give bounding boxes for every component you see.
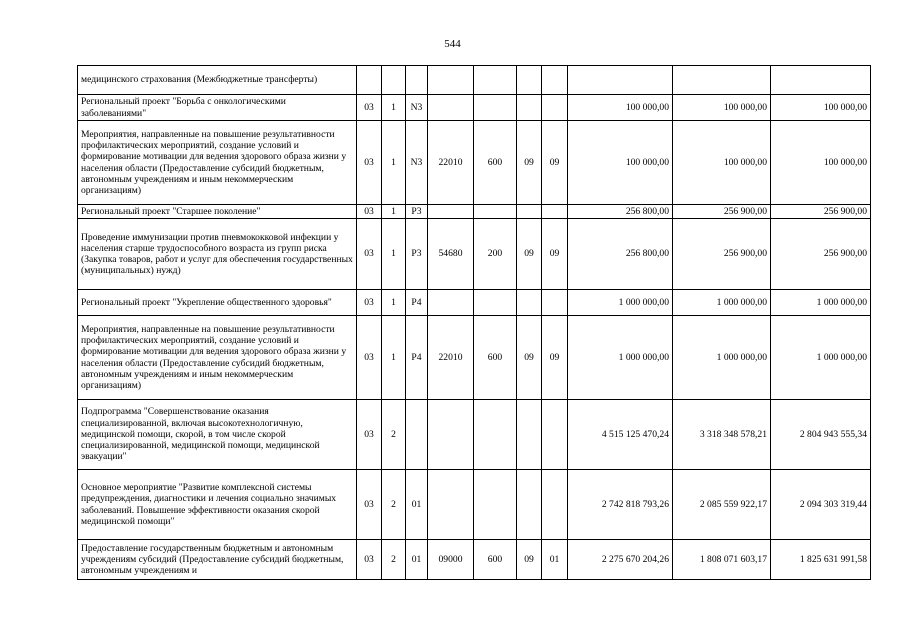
cell-subsection: 09 xyxy=(542,121,568,205)
cell-subsection xyxy=(542,290,568,316)
cell-amount-2: 3 318 348 578,21 xyxy=(673,400,771,470)
table-row xyxy=(78,316,871,400)
cell-subprogram: 1 xyxy=(382,316,406,400)
cell-event xyxy=(406,400,428,470)
cell-amount-2: 2 085 559 922,17 xyxy=(673,470,771,540)
cell-amount-2: 1 000 000,00 xyxy=(673,316,771,400)
cell-amount-2: 1 808 071 603,17 xyxy=(673,540,771,580)
cell-subprogram: 2 xyxy=(382,540,406,580)
cell-amount-3: 100 000,00 xyxy=(771,95,871,121)
cell-program: 03 xyxy=(357,470,382,540)
cell-program: 03 xyxy=(357,290,382,316)
cell-program: 03 xyxy=(357,95,382,121)
cell-expense-type xyxy=(474,66,517,95)
cell-subprogram: 1 xyxy=(382,290,406,316)
table-row xyxy=(78,219,871,290)
row-name: Предоставление государственным бюджетным и автономным учреждениям субсидий (Предоставление субсидий бюджетным, автономным учреждениям и xyxy=(78,540,357,580)
table-row xyxy=(78,470,871,540)
cell-subprogram: 1 xyxy=(382,205,406,219)
table-row xyxy=(78,66,871,95)
cell-amount-1: 4 515 125 470,24 xyxy=(568,400,673,470)
cell-amount-1: 100 000,00 xyxy=(568,121,673,205)
cell-expense-type xyxy=(474,290,517,316)
cell-event: 01 xyxy=(406,540,428,580)
row-name: Проведение иммунизации против пневмококковой инфекции у населения старше трудоспособного возраста из групп риска (Закупка товаров, работ и услуг для обеспечения государственных (муниципальных) нужд) xyxy=(78,219,357,290)
table-row xyxy=(78,290,871,316)
cell-amount-3: 2 804 943 555,34 xyxy=(771,400,871,470)
row-name: Основное мероприятие "Развитие комплексной системы предупреждения, диагностики и лечения социально значимых заболеваний. Повышение эффективности оказания скорой медицинской помощи" xyxy=(78,470,357,540)
cell-amount-3: 1 825 631 991,58 xyxy=(771,540,871,580)
cell-subsection xyxy=(542,205,568,219)
cell-amount-2: 256 900,00 xyxy=(673,205,771,219)
cell-direction xyxy=(428,95,474,121)
cell-subprogram: 2 xyxy=(382,400,406,470)
cell-event: N3 xyxy=(406,121,428,205)
row-name: Подпрограмма "Совершенствование оказания специализированной, включая высокотехнологичную, медицинской помощи, скорой, в том числе скорой специализированной, медицинской помощи, медицинской эвакуации" xyxy=(78,400,357,470)
cell-event: P3 xyxy=(406,205,428,219)
page-number: 544 xyxy=(444,38,461,50)
cell-program: 03 xyxy=(357,121,382,205)
row-name: Мероприятия, направленные на повышение результативности профилактических мероприятий, создание условий и формирование мотивации для ведения здорового образа жизни у населения области (Предоставление субсидий бюджетным, автономным учреждениям и иным некоммерческим организациям) xyxy=(78,121,357,205)
table-row xyxy=(78,400,871,470)
cell-subsection xyxy=(542,470,568,540)
row-name: медицинского страхования (Межбюджетные трансферты) xyxy=(78,66,357,95)
cell-amount-1: 100 000,00 xyxy=(568,95,673,121)
cell-subprogram xyxy=(382,66,406,95)
cell-amount-1: 2 275 670 204,26 xyxy=(568,540,673,580)
cell-amount-2 xyxy=(673,66,771,95)
cell-direction xyxy=(428,470,474,540)
cell-amount-2: 256 900,00 xyxy=(673,219,771,290)
cell-amount-1: 1 000 000,00 xyxy=(568,290,673,316)
cell-amount-1: 2 742 818 793,26 xyxy=(568,470,673,540)
cell-section xyxy=(517,470,542,540)
table-row xyxy=(78,540,871,580)
cell-section: 09 xyxy=(517,219,542,290)
row-name: Региональный проект "Борьба с онкологическими заболеваниями" xyxy=(78,95,357,121)
cell-subsection: 09 xyxy=(542,316,568,400)
cell-direction: 54680 xyxy=(428,219,474,290)
cell-amount-3: 1 000 000,00 xyxy=(771,316,871,400)
row-name: Мероприятия, направленные на повышение результативности профилактических мероприятий, создание условий и формирование мотивации для ведения здорового образа жизни у населения области (Предоставление субсидий бюджетным, автономным учреждениям и иным некоммерческим организациям) xyxy=(78,316,357,400)
cell-amount-3: 2 094 303 319,44 xyxy=(771,470,871,540)
cell-event: P4 xyxy=(406,316,428,400)
cell-expense-type: 600 xyxy=(474,121,517,205)
cell-expense-type: 200 xyxy=(474,219,517,290)
cell-expense-type: 600 xyxy=(474,316,517,400)
cell-event: N3 xyxy=(406,95,428,121)
cell-program: 03 xyxy=(357,400,382,470)
cell-expense-type: 600 xyxy=(474,540,517,580)
cell-subsection xyxy=(542,66,568,95)
cell-expense-type xyxy=(474,205,517,219)
table-row xyxy=(78,121,871,205)
cell-amount-2: 100 000,00 xyxy=(673,95,771,121)
cell-section xyxy=(517,290,542,316)
cell-amount-3: 256 900,00 xyxy=(771,205,871,219)
cell-section xyxy=(517,205,542,219)
cell-amount-3 xyxy=(771,66,871,95)
table-row xyxy=(78,205,871,219)
cell-direction: 22010 xyxy=(428,316,474,400)
row-name: Региональный проект "Укрепление общественного здоровья" xyxy=(78,290,357,316)
cell-amount-1: 256 800,00 xyxy=(568,205,673,219)
cell-program: 03 xyxy=(357,205,382,219)
table-row xyxy=(78,95,871,121)
cell-amount-1 xyxy=(568,66,673,95)
cell-subsection: 01 xyxy=(542,540,568,580)
cell-direction xyxy=(428,66,474,95)
cell-program: 03 xyxy=(357,316,382,400)
cell-program: 03 xyxy=(357,219,382,290)
cell-subprogram: 1 xyxy=(382,219,406,290)
cell-direction: 09000 xyxy=(428,540,474,580)
cell-subsection xyxy=(542,95,568,121)
cell-program xyxy=(357,66,382,95)
cell-subsection xyxy=(542,400,568,470)
budget-table xyxy=(77,65,871,580)
cell-direction xyxy=(428,205,474,219)
cell-section xyxy=(517,400,542,470)
cell-subsection: 09 xyxy=(542,219,568,290)
cell-amount-3: 1 000 000,00 xyxy=(771,290,871,316)
cell-section: 09 xyxy=(517,316,542,400)
cell-event xyxy=(406,66,428,95)
cell-amount-3: 100 000,00 xyxy=(771,121,871,205)
cell-expense-type xyxy=(474,470,517,540)
cell-section xyxy=(517,66,542,95)
cell-section: 09 xyxy=(517,121,542,205)
cell-subprogram: 1 xyxy=(382,95,406,121)
table-body xyxy=(78,66,871,580)
cell-subprogram: 1 xyxy=(382,121,406,205)
cell-amount-2: 100 000,00 xyxy=(673,121,771,205)
cell-subprogram: 2 xyxy=(382,470,406,540)
cell-event: P3 xyxy=(406,219,428,290)
cell-direction: 22010 xyxy=(428,121,474,205)
cell-direction xyxy=(428,290,474,316)
row-name: Региональный проект "Старшее поколение" xyxy=(78,205,357,219)
cell-program: 03 xyxy=(357,540,382,580)
cell-amount-1: 256 800,00 xyxy=(568,219,673,290)
cell-amount-3: 256 900,00 xyxy=(771,219,871,290)
cell-direction xyxy=(428,400,474,470)
cell-section: 09 xyxy=(517,540,542,580)
cell-event: P4 xyxy=(406,290,428,316)
cell-expense-type xyxy=(474,95,517,121)
cell-amount-1: 1 000 000,00 xyxy=(568,316,673,400)
cell-expense-type xyxy=(474,400,517,470)
cell-event: 01 xyxy=(406,470,428,540)
cell-section xyxy=(517,95,542,121)
cell-amount-2: 1 000 000,00 xyxy=(673,290,771,316)
